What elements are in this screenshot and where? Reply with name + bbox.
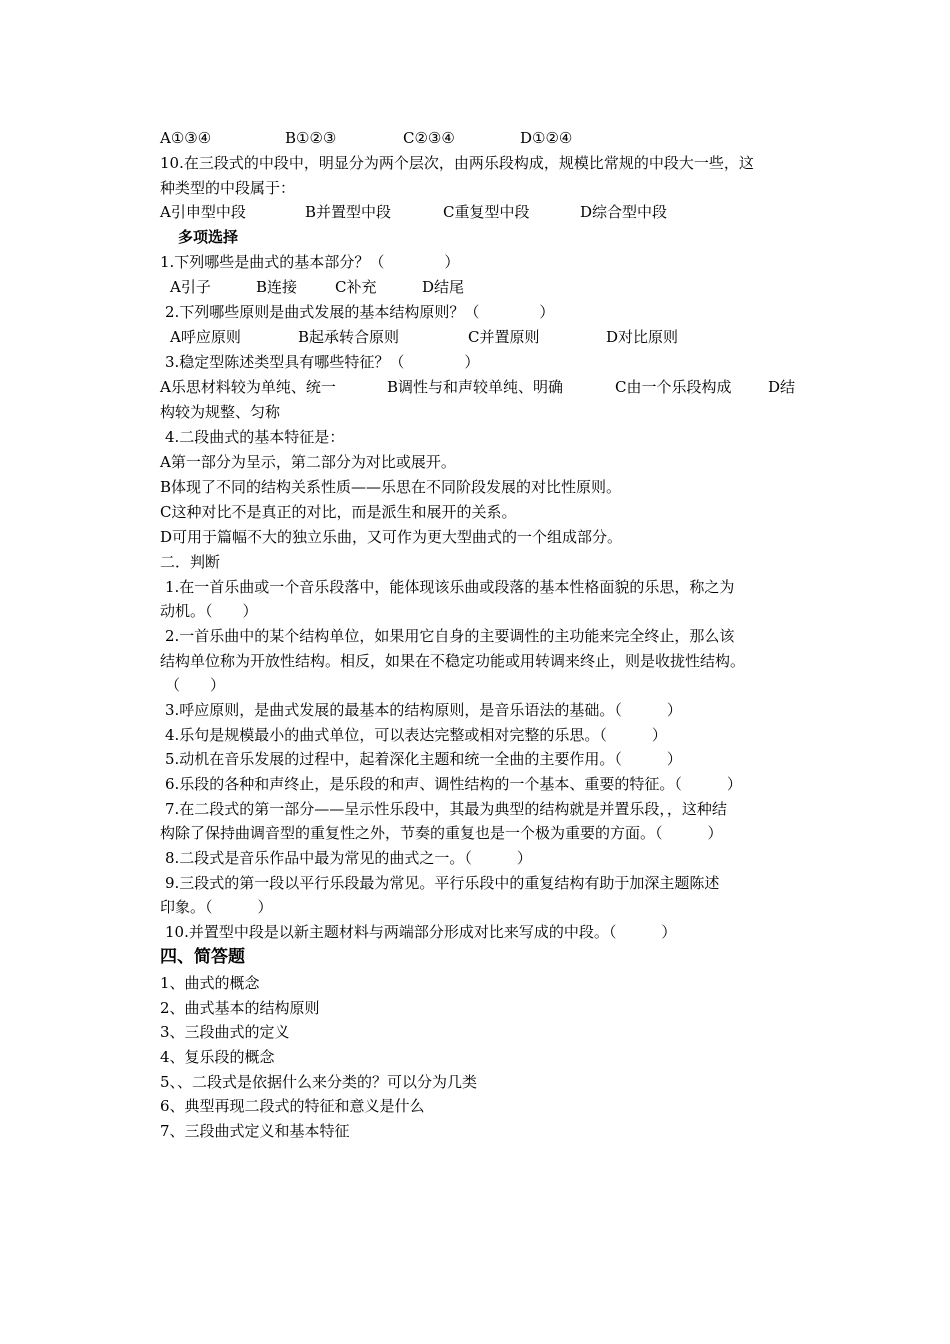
q9-option-d: D①②④ xyxy=(520,129,573,147)
judge-line: 9.三段式的第一段以平行乐段最为常见。平行乐段中的重复结构有助于加深主题陈述 xyxy=(165,874,720,892)
multi-q3: 3.稳定型陈述类型具有哪些特征？（ ） xyxy=(165,353,480,371)
judge-line: 构除了保持曲调音型的重复性之外，节奏的重复也是一个极为重要的方面。（ ） xyxy=(160,824,723,842)
multi-q3-option-a: A乐思材料较为单纯、统一 xyxy=(160,378,336,396)
multi-q1-option-b: B连接 xyxy=(256,278,298,296)
q10-option-b: B并置型中段 xyxy=(305,203,392,221)
judge-line: 3.呼应原则，是曲式发展的最基本的结构原则，是音乐语法的基础。（ ） xyxy=(165,701,682,719)
short-answer-item: 7、三段曲式定义和基本特征 xyxy=(160,1122,350,1140)
short-answer-heading: 四、简答题 xyxy=(160,947,245,967)
multi-q3-option-c: C由一个乐段构成 xyxy=(615,378,732,396)
judge-line: 印象。（ ） xyxy=(160,898,273,916)
multi-q4-option-d: D可用于篇幅不大的独立乐曲，又可作为更大型曲式的一个组成部分。 xyxy=(160,528,623,546)
multi-q4: 4.二段曲式的基本特征是： xyxy=(165,428,345,446)
multi-q3-option-d: D结 xyxy=(768,378,796,396)
judge-line: 2.一首乐曲中的某个结构单位，如果用它自身的主要调性的主功能来完全终止，那么该 xyxy=(165,627,735,645)
judge-line: 5.动机在音乐发展的过程中，起着深化主题和统一全曲的主要作用。（ ） xyxy=(165,750,682,768)
short-answer-item: 1、曲式的概念 xyxy=(160,974,260,992)
multi-q1-option-a: A引子 xyxy=(170,278,211,296)
q9-option-c: C②③④ xyxy=(403,129,455,147)
multi-choice-heading: 多项选择 xyxy=(178,228,239,246)
multi-q4-option-b: B体现了不同的结构关系性质——乐思在不同阶段发展的对比性原则。 xyxy=(160,478,622,496)
short-answer-item: 5、、二段式是依据什么来分类的？可以分为几类 xyxy=(160,1073,478,1091)
q9-option-a: A①③④ xyxy=(160,129,212,147)
judge-line: 6.乐段的各种和声终止，是乐段的和声、调性结构的一个基本、重要的特征。（ ） xyxy=(165,775,742,793)
multi-q2-option-c: C并置原则 xyxy=(468,328,540,346)
judge-line: 结构单位称为开放性结构。相反，如果在不稳定功能或用转调来终止，则是收拢性结构。 xyxy=(160,652,746,670)
q10-text-line2: 种类型的中段属于： xyxy=(160,179,296,197)
multi-q2-option-d: D对比原则 xyxy=(606,328,679,346)
judge-line: 4.乐句是规模最小的曲式单位，可以表达完整或相对完整的乐思。（ ） xyxy=(165,726,667,744)
short-answer-item: 3、三段曲式的定义 xyxy=(160,1023,290,1041)
judge-line: 7.在二段式的第一部分——呈示性乐段中，其最为典型的结构就是并置乐段，，这种结 xyxy=(165,800,727,818)
multi-q1: 1.下列哪些是曲式的基本部分？（ ） xyxy=(160,253,460,271)
multi-q2-option-b: B起承转合原则 xyxy=(298,328,400,346)
judge-line: （ ） xyxy=(165,676,226,694)
judge-line: 10.并置型中段是以新主题材料与两端部分形成对比来写成的中段。（ ） xyxy=(165,923,677,941)
multi-q3-option-b: B调性与和声较单纯、明确 xyxy=(387,378,564,396)
judge-line: 8.二段式是音乐作品中最为常见的曲式之一。（ ） xyxy=(165,849,532,867)
q10-option-c: C重复型中段 xyxy=(443,203,530,221)
multi-q3-options-line2: 构较为规整、匀称 xyxy=(160,403,281,421)
multi-q2-option-a: A呼应原则 xyxy=(170,328,241,346)
judge-line: 1.在一首乐曲或一个音乐段落中，能体现该乐曲或段落的基本性格面貌的乐思，称之为 xyxy=(165,578,735,596)
multi-q2: 2.下列哪些原则是曲式发展的基本结构原则？（ ） xyxy=(165,303,555,321)
q10-option-d: D综合型中段 xyxy=(580,203,668,221)
multi-q1-option-d: D结尾 xyxy=(422,278,465,296)
judge-heading: 二．判断 xyxy=(160,553,221,571)
short-answer-item: 6、典型再现二段式的特征和意义是什么 xyxy=(160,1097,425,1115)
judge-line: 动机。（ ） xyxy=(160,602,258,620)
q9-option-b: B①②③ xyxy=(285,129,337,147)
multi-q1-option-c: C补充 xyxy=(335,278,377,296)
q10-option-a: A引申型中段 xyxy=(160,203,246,221)
multi-q4-option-c: C这种对比不是真正的对比，而是派生和展开的关系。 xyxy=(160,503,517,521)
q10-text-line1: 10.在三段式的中段中，明显分为两个层次，由两乐段构成，规模比常规的中段大一些，这 xyxy=(160,154,754,172)
short-answer-item: 4、复乐段的概念 xyxy=(160,1048,275,1066)
multi-q4-option-a: A第一部分为呈示，第二部分为对比或展开。 xyxy=(160,453,456,471)
short-answer-item: 2、曲式基本的结构原则 xyxy=(160,999,320,1017)
